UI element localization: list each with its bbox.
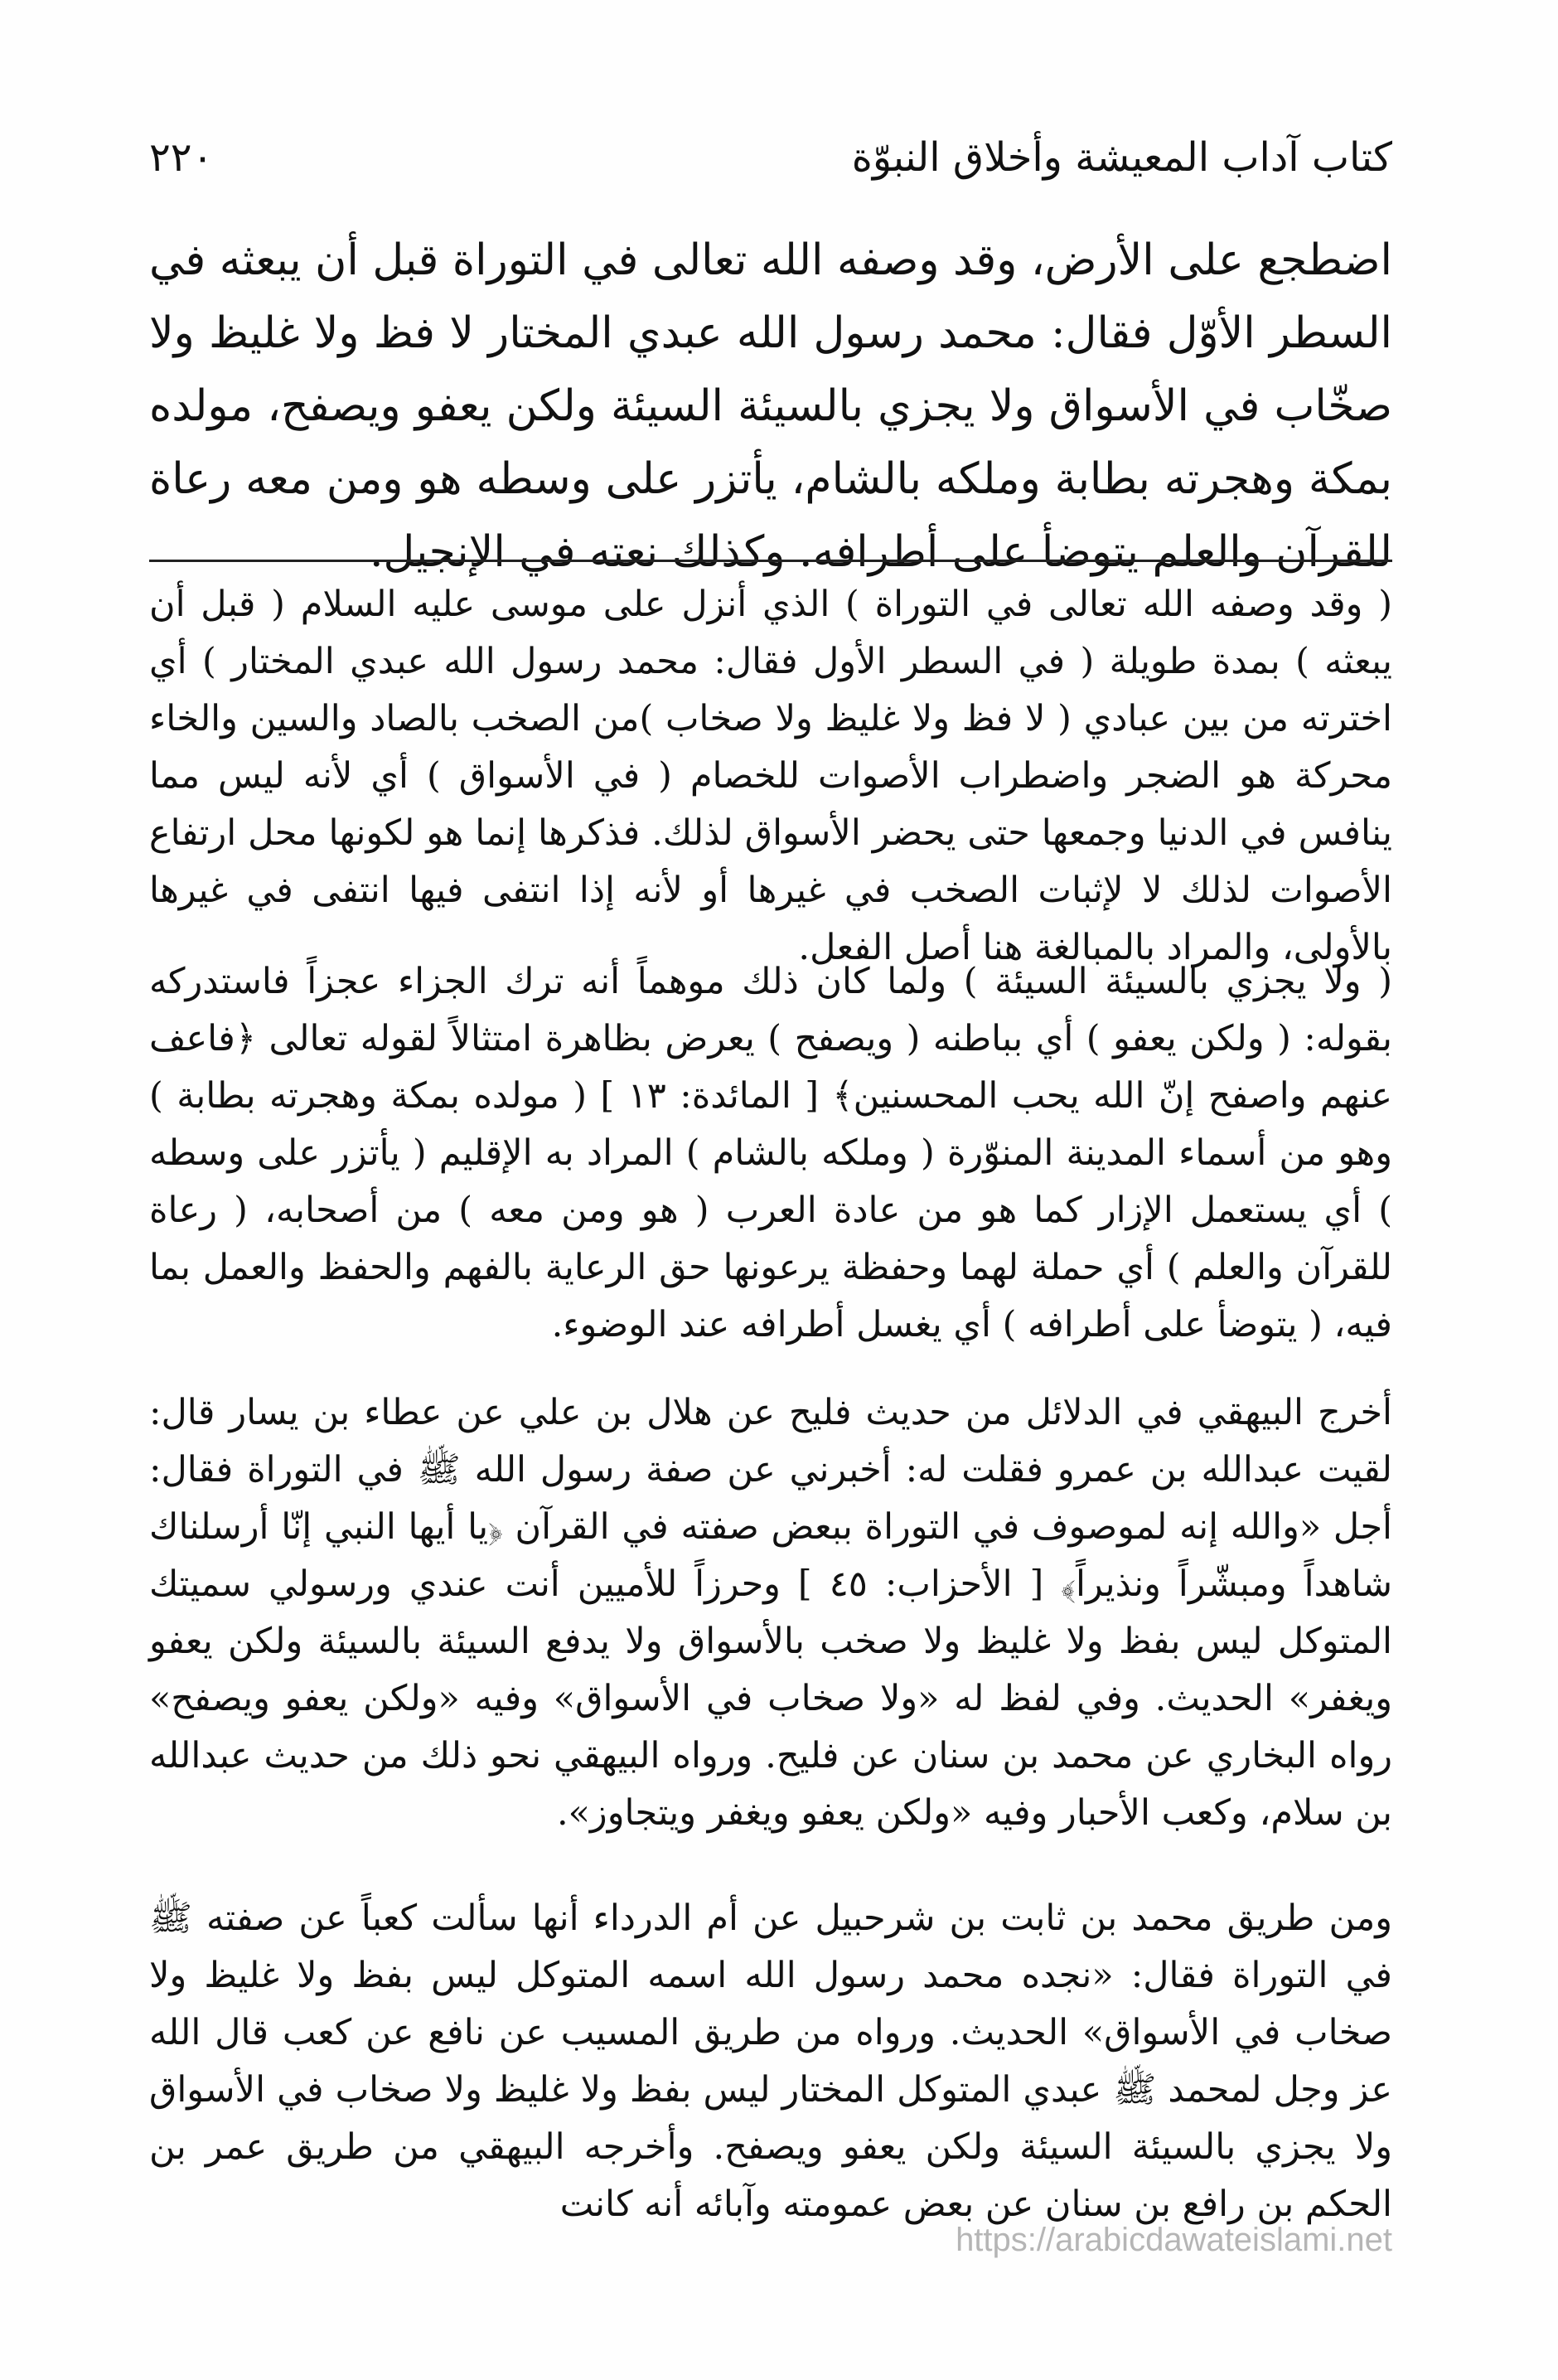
commentary-paragraph: ومن طريق محمد بن ثابت بن شرحبيل عن أم الدرداء أنها سألت كعباً عن صفته ﷺ في التوراة فقال: «نجده محمد رسول الله اسمه المتوكل ليس بفظ ولا غليظ ولا صخاب في الأسواق» الحديث. ورواه من طريق المسيب عن نافع عن كعب قال الله عز وجل لمحمد ﷺ عبدي المتوكل المختار ليس بفظ ولا غليظ ولا صخاب في الأسواق ولا يجزي بالسيئة السيئة ولكن يعفو ويصفح. وأخرجه البيهقي من طريق عمر بن الحكم بن رافع بن سنان عن بعض عمومته وآبائه أنه كانت xyxy=(149,1898,1392,2225)
main-text xyxy=(149,224,1392,589)
commentary-paragraph: ( وقد وصفه الله تعالى في التوراة ) الذي أنزل على موسى عليه السلام ( قبل أن يبعثه ) بمدة طويلة ( في السطر الأول فقال: محمد رسول الله عبدي المختار ) أي اخترته من بين عبادي ( لا فظ ولا غليظ ولا صخاب )من الصخب بالصاد والسين والخاء محركة هو الضجر واضطراب الأصوات للخصام ( في الأسواق ) أي لأنه ليس مما ينافس في الدنيا وجمعها حتى يحضر الأسواق لذلك. فذكرها إنما هو لكونها محل ارتفاع الأصوات لذلك لا لإثبات الصخب في غيرها أو لأنه إذا انتفى فيها انتفى في غيرها بالأولى، والمراد بالمبالغة هنا أصل الفعل. xyxy=(149,584,1392,968)
book-title: كتاب آداب المعيشة وأخلاق النبوّة xyxy=(851,134,1392,181)
main-paragraph: اضطجع على الأرض، وقد وصفه الله تعالى في التوراة قبل أن يبعثه في السطر الأوّل فقال: محمد رسول الله عبدي المختار لا فظ ولا غليظ ولا صخّاب في الأسواق ولا يجزي بالسيئة السيئة ولكن يعفو ويصفح، مولده بمكة وهجرته بطابة وملكه بالشام، يأتزر على وسطه هو ومن معه رعاة للقرآن والعلم يتوضأ على أطرافه. وكذلك نعته في الإنجيل. xyxy=(149,235,1392,577)
commentary-section-3 xyxy=(149,1384,1392,1842)
commentary-section-1 xyxy=(149,576,1392,977)
commentary-section-2 xyxy=(149,953,1392,1354)
page-header xyxy=(149,124,1392,191)
commentary-paragraph: أخرج البيهقي في الدلائل من حديث فليح عن هلال بن علي عن عطاء بن يسار قال: لقيت عبدالله بن عمرو فقلت له: أخبرني عن صفة رسول الله ﷺ في التوراة فقال: أجل «والله إنه لموصوف في التوراة ببعض صفته في القرآن ﴿يا أيها النبي إنّا أرسلناك شاهداً ومبشّراً ونذيراً﴾ [ الأحزاب: ٤٥ ] وحرزاً للأميين أنت عندي ورسولي سميتك المتوكل ليس بفظ ولا غليظ ولا صخب بالأسواق ولا يدفع السيئة بالسيئة ولكن يعفو ويغفر» الحديث. وفي لفظ له «ولا صخاب في الأسواق» وفيه «ولكن يعفو ويصفح» رواه البخاري عن محمد بن سنان عن فليح. ورواه البيهقي نحو ذلك من حديث عبدالله بن سلام، وكعب الأحبار وفيه «ولكن يعفو ويغفر ويتجاوز». xyxy=(149,1392,1393,1834)
commentary-paragraph: ( ولا يجزي بالسيئة السيئة ) ولما كان ذلك موهماً أنه ترك الجزاء عجزاً فاستدركه بقوله: ( ولكن يعفو ) أي بباطنه ( ويصفح ) يعرض بظاهرة امتثالاً لقوله تعالى ﴿فاعف عنهم واصفح إنّ الله يحب المحسنين﴾ [ المائدة: ١٣ ] ( مولده بمكة وهجرته بطابة ) وهو من أسماء المدينة المنوّرة ( وملكه بالشام ) المراد به الإقليم ( يأتزر على وسطه ) أي يستعمل الإزار كما هو من عادة العرب ( هو ومن معه ) من أصحابه، ( رعاة للقرآن والعلم ) أي حملة لهما وحفظة يرعونها حق الرعاية بالفهم والحفظ والعمل بما فيه، ( يتوضأ على أطرافه ) أي يغسل أطرافه عند الوضوء. xyxy=(149,961,1392,1345)
page-number: ٢٢٠ xyxy=(149,134,214,181)
separator-rule xyxy=(149,560,1392,562)
watermark-url: https://arabicdawateislami.net xyxy=(956,2222,1392,2258)
commentary-section-4 xyxy=(149,1890,1392,2233)
